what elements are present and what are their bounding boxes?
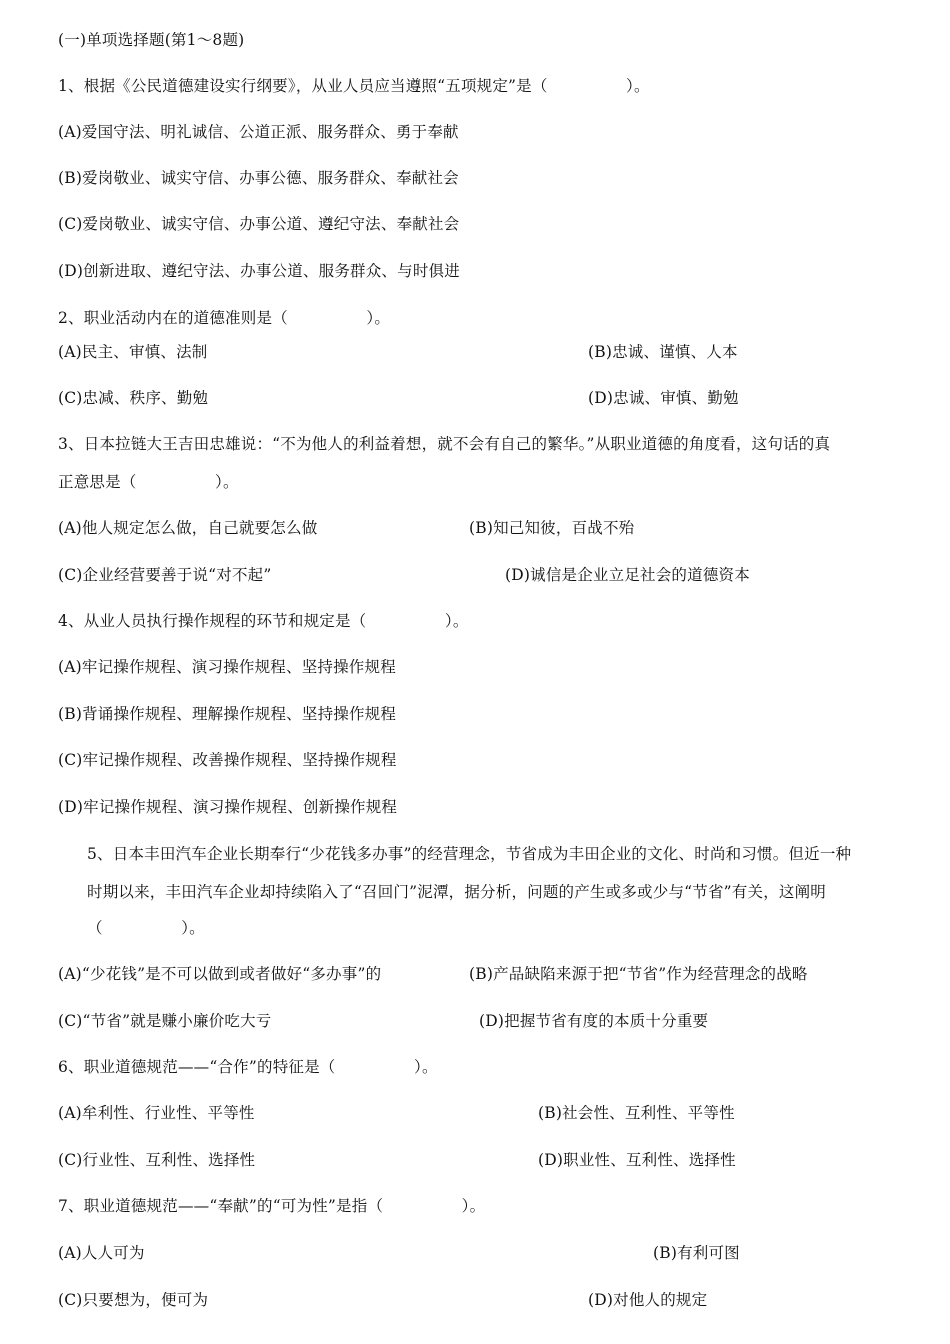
question-7-option-b: (B)有利可图: [653, 1244, 740, 1262]
question-6-option-d: (D)职业性、互利性、选择性: [538, 1151, 736, 1169]
question-6-stem: 6、职业道德规范——“合作”的特征是（ ）。: [58, 1058, 438, 1076]
question-2-stem: 2、职业活动内在的道德准则是（ ）。: [58, 309, 391, 327]
question-2-option-b: (B)忠诚、谨慎、人本: [588, 343, 738, 361]
question-3-option-a: (A)他人规定怎么做，自己就要怎么做: [58, 519, 318, 537]
question-5-stem-line-1: 5、日本丰田汽车企业长期奉行“少花钱多办事”的经营理念，节省成为丰田企业的文化、时尚和习惯。但近一种: [87, 845, 852, 863]
question-7-option-d: (D)对他人的规定: [588, 1291, 708, 1309]
question-5-option-b: (B)产品缺陷来源于把“节省”作为经营理念的战略: [469, 965, 808, 983]
question-1-option-c: (C)爱岗敬业、诚实守信、办事公道、遵纪守法、奉献社会: [58, 215, 460, 233]
question-1-option-b: (B)爱岗敬业、诚实守信、办事公德、服务群众、奉献社会: [58, 169, 459, 187]
question-4-stem: 4、从业人员执行操作规程的环节和规定是（ ）。: [58, 612, 469, 630]
question-3-option-d: (D)诚信是企业立足社会的道德资本: [505, 566, 750, 584]
question-5-stem-line-2: 时期以来，丰田汽车企业却持续陷入了“召回门”泥潭，据分析，问题的产生或多或少与“节省”有关，这阐明: [87, 883, 826, 901]
question-5-stem-line-3: （ ）。: [87, 919, 205, 937]
question-5-option-a: (A)“少花钱”是不可以做到或者做好“多办事”的: [58, 965, 382, 983]
question-3-stem-line-2: 正意思是（ ）。: [58, 473, 239, 491]
question-1-option-d: (D)创新进取、遵纪守法、办事公道、服务群众、与时俱进: [58, 262, 460, 280]
question-7-stem: 7、职业道德规范——“奉献”的“可为性”是指（ ）。: [58, 1197, 486, 1215]
question-1-stem: 1、根据《公民道德建设实行纲要》，从业人员应当遵照“五项规定”是（ ）。: [58, 77, 650, 95]
question-4-option-a: (A)牢记操作规程、演习操作规程、坚持操作规程: [58, 658, 396, 676]
question-5-option-d: (D)把握节省有度的本质十分重要: [479, 1012, 709, 1030]
question-7-option-a: (A)人人可为: [58, 1244, 145, 1262]
question-3-stem-line-1: 3、日本拉链大王吉田忠雄说：“不为他人的利益着想，就不会有自己的繁华。”从职业道德的角度看，这句话的真: [58, 435, 831, 453]
question-4-option-b: (B)背诵操作规程、理解操作规程、坚持操作规程: [58, 705, 397, 723]
question-2-option-c: (C)忠减、秩序、勤勉: [58, 389, 209, 407]
question-6-option-a: (A)牟利性、行业性、平等性: [58, 1104, 255, 1122]
question-6-option-b: (B)社会性、互利性、平等性: [538, 1104, 735, 1122]
question-6-option-c: (C)行业性、互利性、选择性: [58, 1151, 256, 1169]
question-5-option-c: (C)“节省”就是赚小廉价吃大亏: [58, 1012, 272, 1030]
question-3-option-c: (C)企业经营要善于说“对不起”: [58, 566, 272, 584]
section-title: (一)单项选择题(第1～8题): [58, 31, 245, 49]
question-2-option-a: (A)民主、审慎、法制: [58, 343, 208, 361]
question-4-option-d: (D)牢记操作规程、演习操作规程、创新操作规程: [58, 798, 398, 816]
question-7-option-c: (C)只要想为，便可为: [58, 1291, 209, 1309]
question-4-option-c: (C)牢记操作规程、改善操作规程、坚持操作规程: [58, 751, 397, 769]
question-3-option-b: (B)知己知彼，百战不殆: [469, 519, 635, 537]
question-2-option-d: (D)忠诚、审慎、勤勉: [588, 389, 739, 407]
question-1-option-a: (A)爱国守法、明礼诚信、公道正派、服务群众、勇于奉献: [58, 123, 459, 141]
